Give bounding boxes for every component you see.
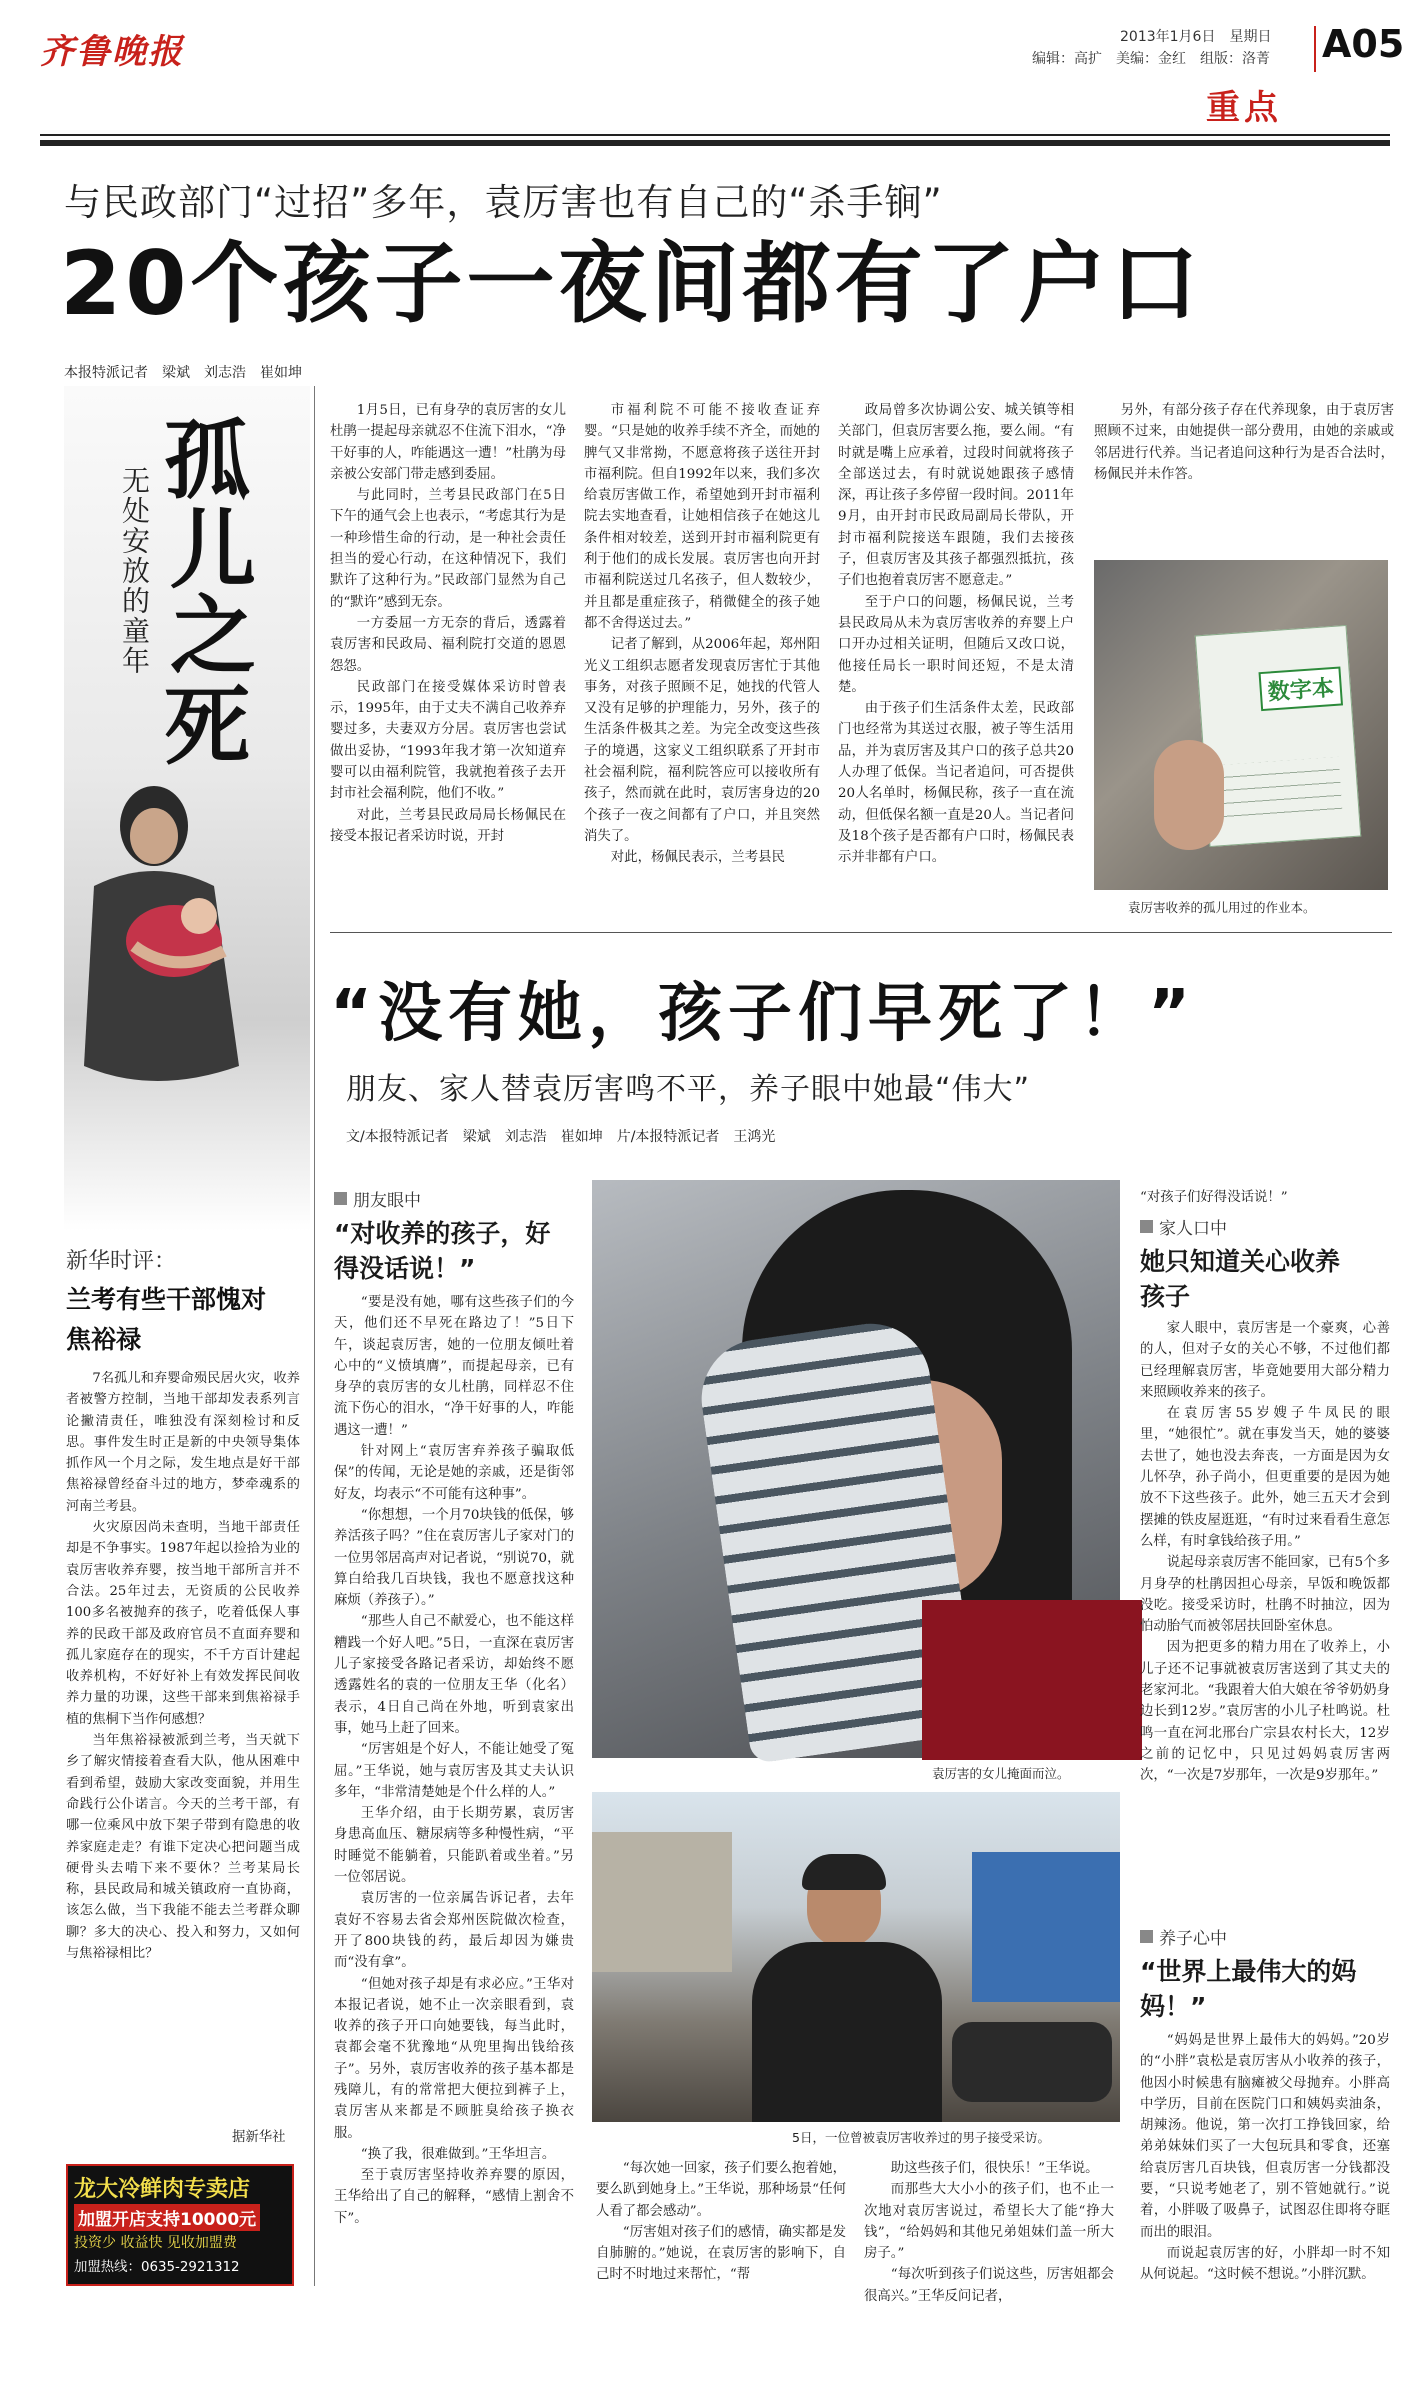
notebook-photo-caption: 袁厉害收养的孤儿用过的作业本。: [1128, 900, 1316, 915]
article2-subhead: 朋友、家人替袁厉害鸣不平，养子眼中她最“伟大”: [346, 1072, 1031, 1107]
series-title-char-1: 孤: [164, 410, 250, 511]
section-tag-son-label: 养子心中: [1159, 1929, 1227, 1949]
paragraph: 市福利院不可能不接收查证弃婴。“只是她的收养手续不齐全，而她的脾气又非常拗，不愿意将孩子送往开封市福利院。但自1992年以来，我们多次给袁厉害做工作，希望她到开封市福利院去实地查看，让她相信孩子在她这儿条件相对较差，送到开封市福利院更有利于他们的成长发展。袁厉害也向开封市福利院送过几名孩子，但人数较少，并且都是重症孩子，稍微健全的孩子她都不舍得送过去。”: [584, 403, 820, 631]
commentary-title: 兰考有些干部愧对焦裕禄: [66, 1285, 267, 1354]
editor-credits: 编辑：高扩 美编：金红 组版：洛菁: [1032, 51, 1270, 67]
son-photo-caption: 5日，一位曾被袁厉害收养过的男子接受采访。: [792, 2130, 1050, 2145]
notebook-label: 数字本: [1259, 666, 1344, 711]
page-number: A05: [1322, 22, 1405, 66]
paragraph: 袁厉害的一位亲属告诉记者，去年袁好不容易去省会郑州医院做次检查，开了800块钱的药，最后却因为嫌贵而“没有拿”。: [334, 1891, 574, 1971]
paragraph: 政局曾多次协调公安、城关镇等相关部门，但袁厉害要么拖，要么闹。“有时就是嘴上应承着，过段时间就将孩子全部送过去，有时就说她跟孩子感情深，再让孩子多停留一段时间。2011年9月，由开封市民政局副局长带队，开封市福利院接送车跟随，我们去接孩子，但袁厉害及其孩子都强烈抵抗，孩子们也抱着袁厉害不愿意走。”: [838, 403, 1074, 589]
advertisement[interactable]: [66, 2164, 294, 2286]
section-title-son: “世界上最伟大的妈妈！”: [1140, 1957, 1357, 2021]
section-square-icon: [1140, 1220, 1153, 1233]
commentary-body: [66, 1368, 300, 2126]
paragraph: “厉害姐对孩子们的感情，确实都是发自肺腑的。”她说，在袁厉害的影响下，自己时不时地过来帮忙，“帮: [596, 2224, 846, 2283]
paragraph: 另外，有部分孩子存在代养现象，由于袁厉害照顾不过来，由她提供一部分费用，由她的亲戚或邻居进行代养。当记者追问这种行为是否合法时，杨佩民并未作答。: [1094, 403, 1394, 482]
friends-body: [334, 1292, 574, 2282]
mid-body-1: [596, 2158, 846, 2288]
paragraph: 助这些孩子们，很快乐！”王华说。: [890, 2161, 1099, 2176]
hand: [1154, 740, 1224, 850]
paragraph: “要是没有她，哪有这些孩子们的今天，他们还不早死在路边了！”5日下午，谈起袁厉害，她的一位朋友倾吐着心中的“义愤填膺”，而提起母亲，已有身孕的袁厉害的女儿杜鹃，同样忍不住流下伤心的泪水，“净干好事的人，咋能遇这一遭！”: [334, 1295, 574, 1438]
daughter-crying-photo: [592, 1180, 1120, 1758]
man-coat: [752, 1942, 942, 2122]
ad-line-3: 投资少 收益快 见收加盟费: [74, 2235, 237, 2251]
article2-headline: “没有她，孩子们早死了！”: [330, 977, 1197, 1051]
paragraph: 说起母亲袁厉害不能回家，已有5个多月身孕的杜鹃因担心母亲，早饭和晚饭都没吃。接受采访时，杜鹃不时抽泣，因为怕动胎气而被邻居扶回卧室休息。: [1140, 1555, 1390, 1635]
article1-col2: [584, 400, 820, 920]
blue-shed: [972, 1852, 1120, 2002]
series-title-char-3: 死: [164, 676, 250, 777]
article1-bottom-rule: [330, 932, 1392, 933]
paragraph: 一方委屈一方无奈的背后，透露着袁厉害和民政局、福利院打交道的恩恩怨怨。: [330, 615, 566, 674]
motorbike: [952, 2022, 1112, 2102]
family-body: [1140, 1318, 1390, 1920]
paragraph: 而说起袁厉害的好，小胖却一时不知从何说起。“这时候不想说。”小胖沉默。: [1140, 2245, 1390, 2283]
left-column-divider: [314, 386, 315, 2286]
paragraph: 针对网上“袁厉害弃养孩子骗取低保”的传闻，无论是她的亲戚，还是街邻好友，均表示“不可能有这种事”。: [334, 1444, 574, 1502]
series-banner: [64, 386, 310, 1231]
section-title-family: 她只知道关心收养孩子: [1140, 1247, 1341, 1311]
paragraph: 记者了解到，从2006年起，郑州阳光义工组织志愿者发现袁厉害忙于其他事务，对孩子照顾不足，她找的代管人又没有足够的护理能力，另外，孩子的生活条件极其之差。为完全改变这些孩子的境遇，这家义工组织联系了开封市社会福利院，福利院答应可以接收所有孩子，然而就在此时，袁厉害身边的20个孩子一夜之间都有了户口，并且突然消失了。: [584, 637, 820, 844]
notebook-photo: [1094, 560, 1388, 890]
paragraph: 7名孤儿和弃婴命殒民居火灾，收养者被警方控制，当地干部却发表系列言论撇清责任，唯独没有深刻检讨和反思。事件发生时正是新的中央领导集体抓作风一个月之际，发生地点是好干部焦裕禄曾经奋斗过的地方，梦牵魂系的河南兰考县。: [66, 1371, 300, 1514]
paragraph: “每次听到孩子们说这些，厉害姐都会很高兴。”王华反问记者，: [864, 2267, 1114, 2304]
issue-date: 2013年1月6日 星期日: [1120, 29, 1272, 45]
series-title-char-2: 儿之: [155, 504, 256, 676]
masthead-rule-thick: [40, 140, 1390, 146]
section-square-icon: [1140, 1930, 1153, 1943]
article1-col1: [330, 400, 566, 920]
notebook-lines: [1219, 757, 1343, 825]
article1-headline: 20个孩子一夜间都有了户口: [60, 232, 1203, 335]
jacket: [922, 1600, 1142, 1760]
ad-line-1: 龙大冷鲜肉专卖店: [74, 2177, 251, 2202]
paragraph: 王华介绍，由于长期劳累，袁厉害身患高血压、糖尿病等多种慢性病，“平时睡觉不能躺着，只能趴着或坐着。”另一位邻居说。: [334, 1806, 574, 1886]
paragraph: “那些人自己不献爱心，也不能这样糟践一个好人吧。”5日，一直深在袁厉害儿子家接受各路记者采访，却始终不愿透露姓名的袁的一位朋友王华（化名）表示，4日自己尚在外地，听到袁家出事，她马上赶了回来。: [334, 1614, 574, 1736]
paper-logo: 齐鲁晚报: [40, 32, 184, 72]
section-tag-friends-label: 朋友眼中: [353, 1191, 421, 1211]
man-hat: [802, 1854, 886, 1890]
section-title-friends: “对收养的孩子，好得没话说！”: [334, 1219, 551, 1283]
section-tag-family: [1140, 1214, 1227, 1239]
paragraph: “你想想，一个月70块钱的低保，够养活孩子吗？”住在袁厉害儿子家对门的一位男邻居高声对记者说，“别说70，就算白给我几百块钱，我也不愿意找这种麻烦（养孩子）。”: [334, 1507, 574, 1609]
right-column-continuation: “对孩子们好得没话说！”: [1140, 1190, 1288, 1205]
paragraph: “妈妈是世界上最伟大的妈妈。”20岁的“小胖”袁松是袁厉害从小收养的孩子，他因小时候患有脑瘫被父母抛弃。小胖高中学历，目前在医院门口和姨妈卖油条，胡辣汤。他说，第一次打工挣钱回家，给弟弟妹妹们买了一大包玩具和零食，还塞给袁厉害几百块钱，但袁厉害一分钱都没要，“只说考她老了，别不管她就行。”说着，小胖吸了吸鼻子，试图忍住即将夺眶而出的眼泪。: [1140, 2033, 1390, 2240]
series-subtitle: 无处安放的童年: [118, 466, 151, 676]
paragraph: 至于户口的问题，杨佩民说，兰考县民政局从未为袁厉害收养的弃婴上户口开办过相关证明，但随后又改口说，他接任局长一职时间还短，不是太清楚。: [838, 594, 1074, 695]
section-tag-friends: [334, 1186, 421, 1211]
article2-byline: 文/本报特派记者 梁斌 刘志浩 崔如坤 片/本报特派记者 王鸿光: [346, 1129, 776, 1145]
building: [592, 1832, 732, 1972]
paragraph: “厉害姐是个好人，不能让她受了冤屈。”王华说，她与袁厉害及其丈夫认识多年，“非常清楚她是个什么样的人。”: [334, 1742, 574, 1800]
article1-byline: 本报特派记者 梁斌 刘志浩 崔如坤: [64, 365, 302, 381]
daughter-photo-caption: 袁厉害的女儿掩面而泣。: [932, 1766, 1070, 1781]
paragraph: 而那些大大小小的孩子们，也不止一次地对袁厉害说过，希望长大了能“挣大钱”，“给妈妈和其他兄弟姐妹们盖一所大房子。”: [864, 2182, 1114, 2262]
commentary-source: 据新华社: [232, 2130, 286, 2145]
adopted-son-photo: [592, 1792, 1120, 2122]
woman-with-baby-illustration: [74, 766, 304, 1126]
ad-line-4: 加盟热线：0635-2921312: [74, 2260, 240, 2275]
article1-col4: [1094, 400, 1394, 550]
masthead-rule: [40, 134, 1390, 136]
paragraph: “每次她一回家，孩子们要么抱着她，要么趴到她身上。”王华说，那种场景“任何人看了都会感动”。: [596, 2161, 846, 2219]
section-tag-son: [1140, 1924, 1227, 1949]
section-tag-family-label: 家人口中: [1159, 1219, 1227, 1239]
paragraph: 1月5日，已有身孕的袁厉害的女儿杜鹃一提起母亲就忍不住流下泪水，“净干好事的人，咋能遇这一遭！”杜鹃为母亲被公安部门带走感到委屈。: [330, 403, 566, 482]
paragraph: 与此同时，兰考县民政部门在5日下午的通气会上也表示，“考虑其行为是一种珍惜生命的行动，是一种社会责任担当的爱心行动，在这种情况下，我们默许了这种行为。”民政部门显然为自己的“默许”感到无奈。: [330, 488, 566, 610]
ad-line-2: 加盟开店支持10000元: [74, 2204, 260, 2231]
section-label: 重点: [1206, 88, 1282, 128]
son-body: [1140, 2030, 1390, 2286]
paragraph: 由于孩子们生活条件太差，民政部门也经常为其送过衣服，被子等生活用品，并为袁厉害及其户口的孩子总共20人办理了低保。当记者追问，可否提供20人名单时，杨佩民称，孩子一直在流动，但低保名额一直是20人。当记者问及18个孩子是否都有户口时，杨佩民表示并非都有户口。: [838, 701, 1074, 866]
paragraph: 家人眼中，袁厉害是一个豪爽，心善的人，但对子女的关心不够，不过他们都已经理解袁厉害，毕竟她要用大部分精力来照顾收养来的孩子。: [1140, 1321, 1390, 1400]
paragraph: 当年焦裕禄被派到兰考，当天就下乡了解灾情接着查看大队，他从困难中看到希望，鼓励大家改变面貌，并用生命践行公仆诺言。今天的兰考干部，有哪一位乘风中放下架子带到有隐患的收养家庭走走？有谁下定决心把问题当成硬骨头去啃下来不要休？兰考某局长称，县民政局和城关镇政府一直协商，该怎么做，当下我能不能去兰考群众聊聊？多大的决心、投入和努力，又如何与焦裕禄相比？: [66, 1733, 300, 1962]
paragraph: 对此，兰考县民政局局长杨佩民在接受本报记者采访时说，开封: [330, 807, 566, 844]
paragraph: 民政部门在接受媒体采访时曾表示，1995年，由于丈夫不满自己收养弃婴过多，夫妻双方分居。袁厉害也尝试做出妥协，“1993年我才第一次知道弃婴可以由福利院管，我就抱着孩子去开封市社会福利院，他们不收。”: [330, 679, 566, 802]
paragraph: “换了我，很难做到。”王华坦言。: [360, 2146, 556, 2162]
commentary-label: 新华时评：: [66, 1249, 177, 1274]
paragraph: “但她对孩子却是有求必应。”王华对本报记者说，她不止一次亲眼看到，袁收养的孩子开口向她要钱，每当此时，袁都会毫不犹豫地“从兜里掏出钱给孩子”。另外，袁厉害收养的孩子基本都是残障儿，有的常常把大便拉到裤子上，袁厉害从来都是不顾脏臭给孩子换衣服。: [334, 1976, 574, 2141]
article1-kicker: 与民政部门“过招”多年，袁厉害也有自己的“杀手锏”: [64, 181, 943, 224]
paragraph: 在袁厉害55岁嫂子牛凤民的眼里，“她很忙”。就在事发当天，她的婆婆去世了，她也没去奔丧，一方面是因为女儿怀孕，孙子尚小，但更重要的是因为她放不下这些孩子。此外，她三五天才会到摆摊的铁皮屋逛逛，“有时过来看看生意怎么样，有时拿钱给孩子用。”: [1140, 1406, 1390, 1549]
section-square-icon: [334, 1192, 347, 1205]
article1-col3: [838, 400, 1074, 920]
paragraph: 火灾原因尚未查明，当地干部责任却是不争事实。1987年起以捡拾为业的袁厉害收养弃婴，按当地干部所言并不合法。25年过去，无资质的公民收养100多名被抛弃的孩子，吃着低保人事养的民政干部及政府官员不直面弃婴和孤儿家庭存在的现实，不千方百计建起收养机构，不好好补上有效发挥民间收养力量的功课，这些干部来到焦裕禄手植的焦桐下当作何感想？: [66, 1520, 300, 1727]
paragraph: 对此，杨佩民表示，兰考县民: [610, 850, 785, 866]
paragraph: 因为把更多的精力用在了收养上，小儿子还不记事就被袁厉害送到了其丈夫的老家河北。“我跟着大伯大娘在爷爷奶奶身边长到12岁。”袁厉害的小儿子杜鸣说。杜鸣一直在河北邢台广宗县农村长大，12岁之前的记忆中，只见过妈妈袁厉害两次，“一次是7岁那年，一次是9岁那年。”: [1140, 1640, 1390, 1784]
mid-body-2: [864, 2158, 1114, 2304]
paragraph: 至于袁厉害坚持收养弃婴的原因，王华给出了自己的解释，“感情上割舍不下”。: [334, 2168, 574, 2226]
page-number-divider: [1314, 26, 1316, 72]
